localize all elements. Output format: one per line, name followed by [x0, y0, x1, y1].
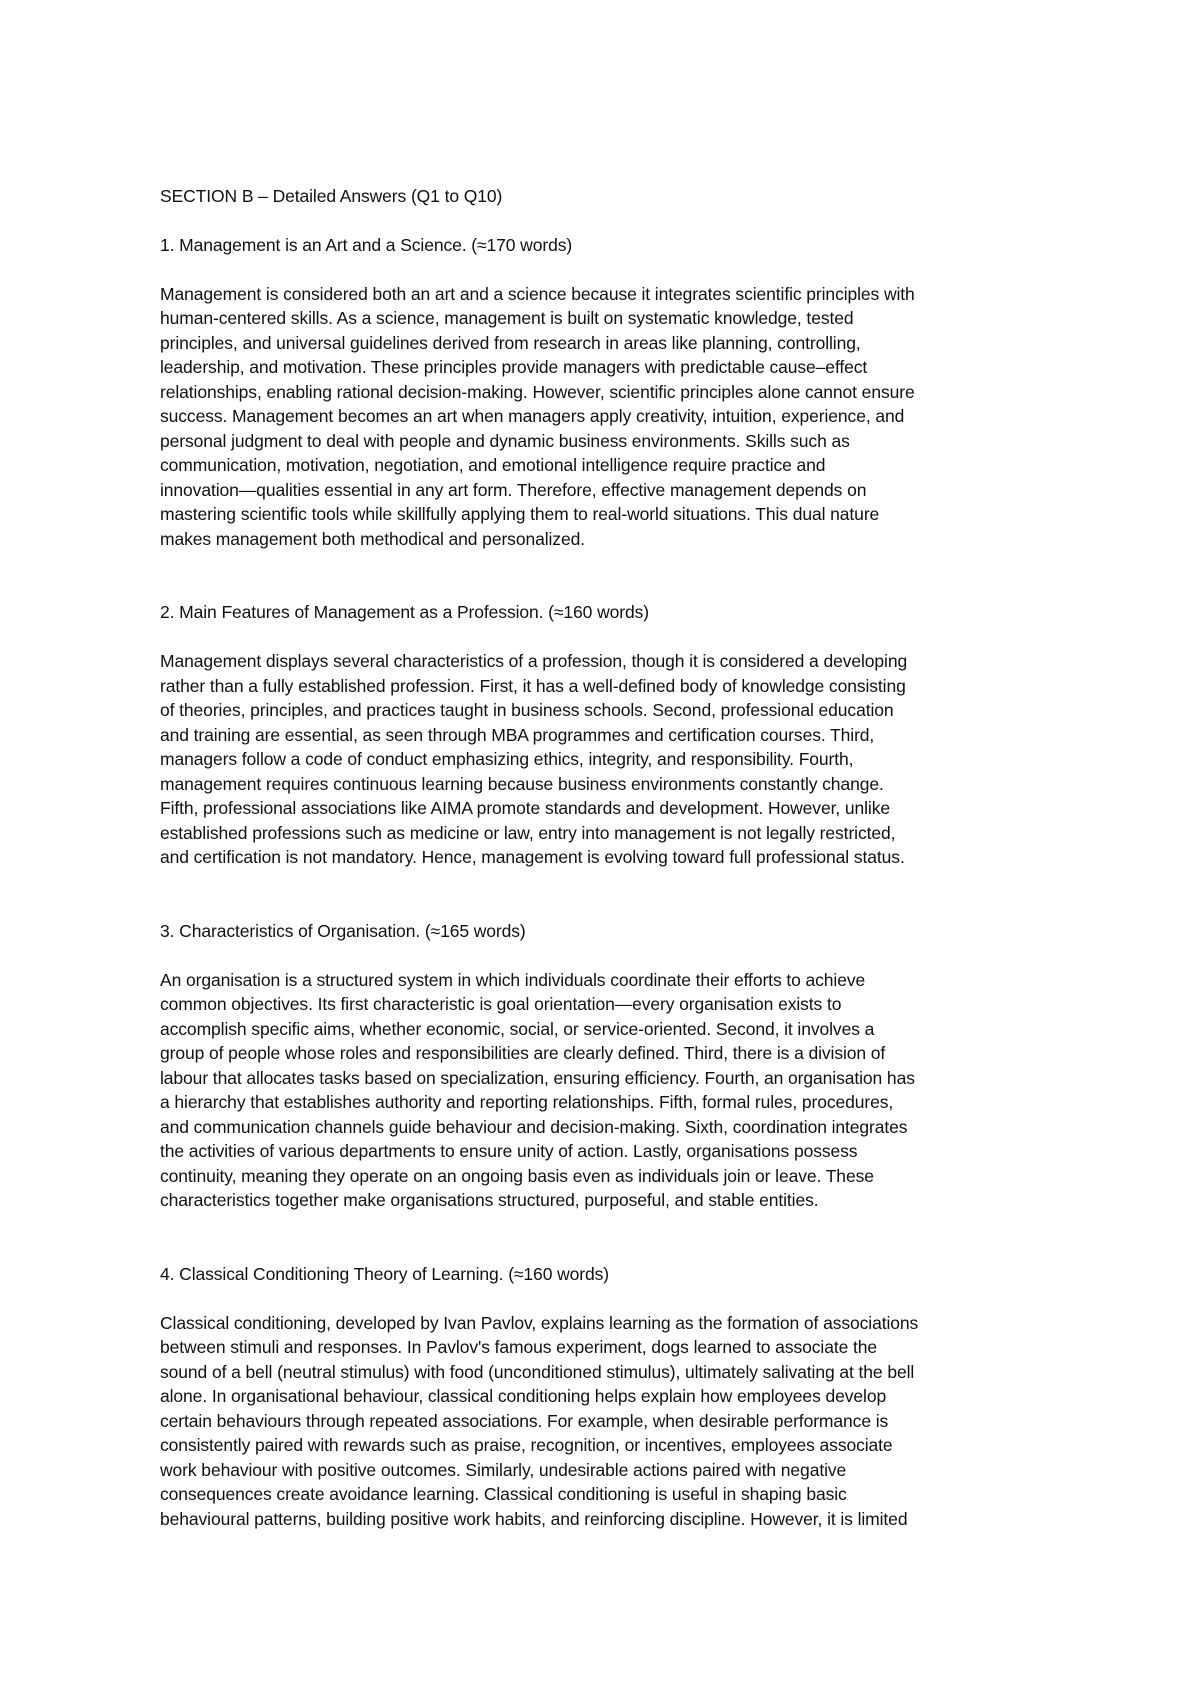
- question-1: [160, 233, 1060, 552]
- question-2-heading: 2. Main Features of Management as a Profession. (≈160 words): [160, 602, 649, 622]
- question-1-heading: 1. Management is an Art and a Science. (≈170 words): [160, 234, 573, 255]
- question-4: [160, 1262, 1060, 1532]
- question-1-answer: Management is considered both an art and a science because it integrates scientific principles with human-centered skills. As a science, management is built on systematic knowledge, tested principles, and universal guidelines derived from research in areas like planning, controlling, leadership, and motivation. These principles provide managers with predictable cause–effect relationships, enabling rational decision-making. However, scientific principles alone cannot ensure success. Management becomes an art when managers apply creativity, intuition, experience, and personal judgment to deal with people and dynamic business environments. Skills such as communication, motivation, negotiation, and emotional intelligence require practice and innovation—qualities essential in any art form. Therefore, effective management depends on mastering scientific tools while skillfully applying them to real-world situations. This dual nature makes management both methodical and personalized.: [160, 283, 915, 549]
- section-title: SECTION B – Detailed Answers (Q1 to Q10): [160, 186, 503, 206]
- question-2: [160, 600, 1060, 870]
- question-3-heading: 3. Characteristics of Organisation. (≈165 words): [160, 920, 526, 941]
- question-4-answer: Classical conditioning, developed by Ivan Pavlov, explains learning as the formation of associations between stimuli and responses. In Pavlov's famous experiment, dogs learned to associate the sound of a bell (neutral stimulus) with food (unconditioned stimulus), ultimately salivating at the bell alone. In organisational behaviour, classical conditioning helps explain how employees develop certain behaviours through repeated associations. For example, when desirable performance is consistently paired with rewards such as praise, recognition, or incentives, employees associate work behaviour with positive outcomes. Similarly, undesirable actions paired with negative consequences create avoidance learning. Classical conditioning is useful in shaping basic behavioural patterns, building positive work habits, and reinforcing discipline. However, it is limited: [160, 1312, 919, 1529]
- document-page: [160, 184, 1060, 1580]
- question-2-answer: Management displays several characteristics of a profession, though it is considered a developing rather than a fully established profession. First, it has a well-defined body of knowledge consisting of theories, principles, and practices taught in business schools. Second, professional education and training are essential, as seen through MBA programmes and certification courses. Third, managers follow a code of conduct emphasizing ethics, integrity, and responsibility. Fourth, management requires continuous learning because business environments constantly change. Fifth, professional associations like AIMA promote standards and development. However, unlike established professions such as medicine or law, entry into management is not legally restricted, and certification is not mandatory. Hence, management is evolving toward full professional status.: [160, 651, 908, 867]
- question-3-answer: An organisation is a structured system in which individuals coordinate their efforts to achieve common objectives. Its first characteristic is goal orientation—every organisation exists to accomplish specific aims, whether economic, social, or service-oriented. Second, it involves a group of people whose roles and responsibilities are clearly defined. Third, there is a division of labour that allocates tasks based on specialization, ensuring efficiency. Fourth, an organisation has a hierarchy that establishes authority and reporting relationships. Fifth, formal rules, procedures, and communication channels guide behaviour and decision-making. Sixth, coordination integrates the activities of various departments to ensure unity of action. Lastly, organisations possess continuity, meaning they operate on an ongoing basis even as individuals join or leave. These characteristics together make organisations structured, purposeful, and stable entities.: [160, 969, 915, 1210]
- question-3: [160, 919, 1060, 1213]
- question-4-heading: 4. Classical Conditioning Theory of Learning. (≈160 words): [160, 1263, 609, 1284]
